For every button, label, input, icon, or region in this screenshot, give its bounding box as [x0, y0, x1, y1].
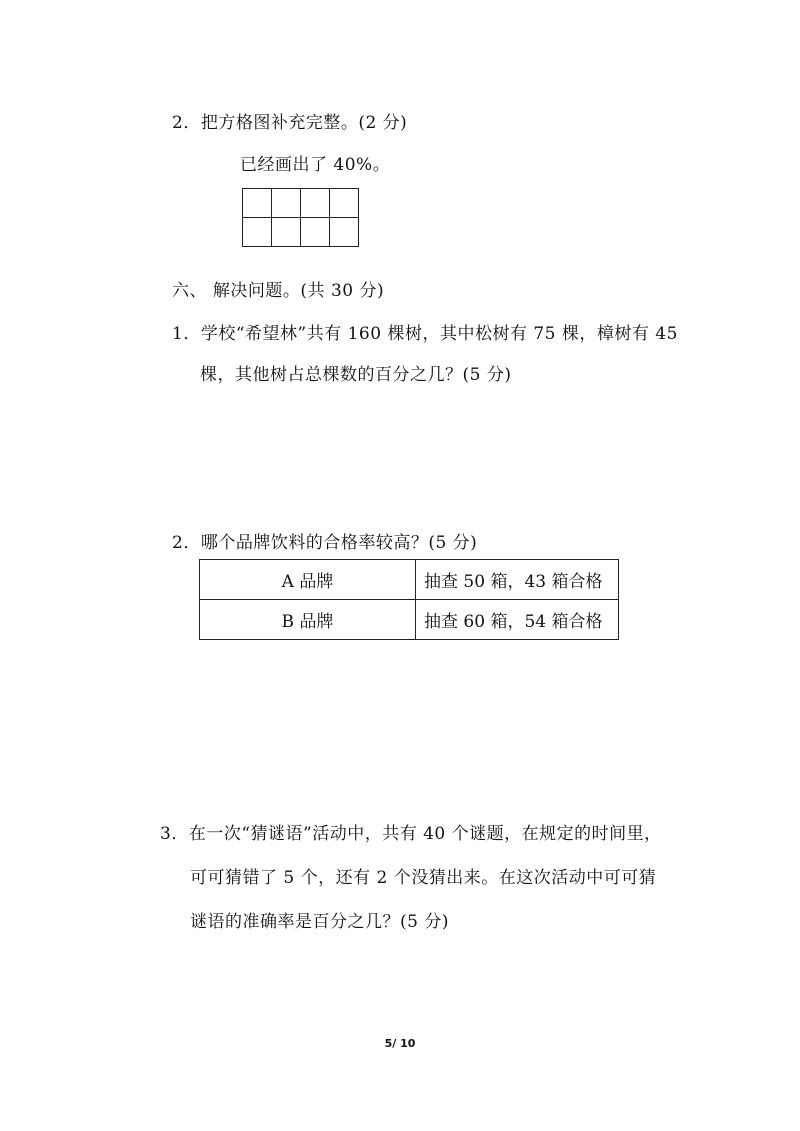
- question-2-title: 2．把方格图补充完整。(2 分): [172, 113, 408, 133]
- problem-2-title: 2．哪个品牌饮料的合格率较高？(5 分): [172, 533, 478, 553]
- problem-3-line-1: 3．在一次“猜谜语”活动中，共有 40 个谜题，在规定的时间里，: [160, 824, 662, 844]
- grid-cell: [330, 189, 359, 218]
- grid-cell: [272, 218, 301, 247]
- problem-3-line-2: 可可猜错了 5 个，还有 2 个没猜出来。在这次活动中可可猜: [190, 868, 657, 888]
- table-row: [200, 600, 619, 640]
- problem-3-line-3: 谜语的准确率是百分之几？(5 分): [190, 912, 449, 932]
- square-grid: [242, 188, 359, 247]
- grid-cell: [272, 189, 301, 218]
- grid-cell: [243, 189, 272, 218]
- inspection-cell: 抽查 60 箱，54 箱合格: [416, 600, 619, 640]
- brand-name-cell: A 品牌: [200, 560, 416, 600]
- problem-1-line-1: 1．学校“希望林”共有 160 棵树，其中松树有 75 棵，樟树有 45: [172, 324, 678, 344]
- page-number: 5/ 10: [384, 1037, 416, 1050]
- brand-name-cell: B 品牌: [200, 600, 416, 640]
- table-row: [200, 560, 619, 600]
- inspection-cell: 抽查 50 箱，43 箱合格: [416, 560, 619, 600]
- section-6-heading: 六、 解决问题。(共 30 分): [172, 281, 385, 301]
- brand-table: [199, 559, 619, 640]
- grid-cell: [301, 218, 330, 247]
- problem-1-line-2: 棵，其他树占总棵数的百分之几？(5 分): [200, 365, 512, 385]
- question-2-subtitle: 已经画出了 40%。: [240, 155, 391, 175]
- grid-cell: [243, 218, 272, 247]
- grid-cell: [330, 218, 359, 247]
- grid-cell: [301, 189, 330, 218]
